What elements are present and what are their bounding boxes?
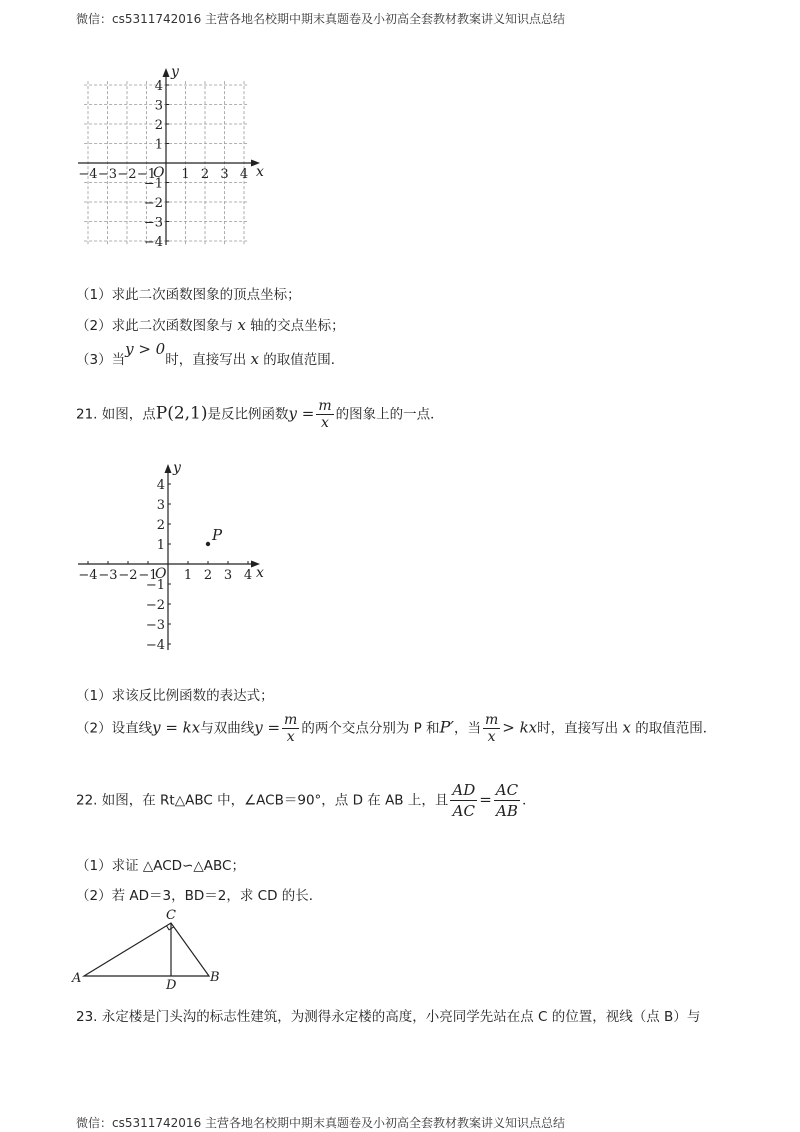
q20-part1: （1）求此二次函数图象的顶点坐标； (76, 287, 301, 303)
y-tick-label: 3 (156, 498, 165, 513)
coordinate-grid-graph (70, 62, 270, 252)
x-tick-label: 3 (223, 568, 233, 583)
origin-label: O (155, 566, 167, 582)
y-tick-label: −4 (143, 235, 163, 250)
vertex-a-label: A (72, 971, 82, 986)
y-tick-label: −3 (145, 618, 165, 633)
x-tick-label: 2 (200, 167, 210, 182)
q21-part2: （2）设直线y = kx与双曲线y = $\frac{m}{x}$ 的两个交点分别为 P 和P′，当 $\frac{m}{x}$ > kx时，直接写出 x 的取值范围． (76, 712, 717, 745)
y-tick-label: −2 (143, 196, 163, 211)
y-tick-label: 4 (154, 79, 163, 94)
q22-intro: 22. 如图，在 Rt△ABC 中，∠ACB＝90°，点 D 在 AB 上，且 $\frac{AD}{AC}$ = $\frac{AC}{AB}$ ． (76, 781, 536, 820)
x-tick-label: 1 (183, 568, 193, 583)
x-tick-label: 4 (239, 167, 249, 182)
y-tick-label: 1 (156, 538, 165, 553)
x-tick-label: −2 (118, 568, 138, 583)
page-header: 微信：cs5311742016 主营各地名校期中期末真题卷及小初高全套教材教案讲义知识点总结 (76, 12, 566, 26)
x-tick-label: 4 (243, 568, 253, 583)
y-tick-label: −1 (143, 176, 163, 192)
q20-part3: （3）当y > 0时，直接写出 x 的取值范围． (76, 340, 345, 368)
x-axis-label: x (256, 164, 264, 180)
y-tick-label: −4 (145, 638, 165, 653)
x-tick-label: −1 (138, 568, 158, 583)
y-axis-label: y (173, 460, 181, 476)
vertex-d-label: D (166, 978, 177, 993)
point-p (206, 542, 210, 546)
x-tick-label: 3 (220, 167, 229, 182)
x-tick-label: 1 (181, 167, 190, 182)
y-tick-label: 2 (156, 518, 165, 533)
function-fraction: $\frac{m}{x}$ (318, 398, 332, 431)
y-tick-label: −3 (143, 215, 163, 231)
vertex-b-label: B (210, 970, 220, 985)
y-axis-label: y (171, 64, 179, 80)
point-p-coord: P(2,1) (155, 403, 208, 424)
point-p-label: P (212, 526, 223, 544)
q20-part2: （2）求此二次函数图象与 x 轴的交点坐标； (76, 316, 345, 334)
coordinate-plane-point-graph (70, 460, 270, 660)
right-angle-mark (167, 926, 174, 930)
y-tick-label: 4 (156, 478, 165, 493)
y-tick-label: −1 (145, 578, 165, 593)
x-tick-label: −3 (97, 167, 118, 182)
q23-intro: 23. 永定楼是门头沟的标志性建筑，为测得永定楼的高度，小亮同学先站在点 C 的位置，视线（点 B）与 (76, 1009, 701, 1025)
x-tick-label: −4 (78, 167, 98, 182)
x-tick-label: −3 (98, 568, 118, 583)
y-tick-label: 2 (154, 118, 163, 133)
page-footer: 微信：cs5311742016 主营各地名校期中期末真题卷及小初高全套教材教案讲义知识点总结 (76, 1116, 566, 1130)
x-tick-label: −1 (136, 167, 157, 182)
q21-intro: 21. 如图，点P(2,1)是反比例函数y = $\frac{m}{x}$ 的图象上的一点． (76, 398, 444, 431)
vertex-c-label: C (166, 908, 176, 923)
q22-part2: （2）若 AD＝3，BD＝2，求 CD 的长． (76, 888, 323, 904)
triangle-abc (84, 923, 209, 976)
y-tick-label: 3 (154, 98, 163, 114)
q22-part1: （1）求证 △ACD∽△ABC； (76, 858, 245, 874)
x-tick-label: 2 (203, 568, 213, 583)
x-axis-label: x (256, 565, 264, 581)
y-tick-label: −2 (145, 598, 165, 613)
x-tick-label: −4 (78, 568, 98, 583)
y-axis-arrow-icon (165, 464, 172, 473)
y-tick-label: 1 (154, 137, 163, 153)
right-triangle-figure (70, 905, 230, 993)
q21-part1: （1）求该反比例函数的表达式； (76, 688, 274, 704)
y-axis-arrow-icon (163, 68, 170, 77)
origin-label: O (153, 165, 165, 181)
x-tick-label: −2 (117, 167, 137, 182)
